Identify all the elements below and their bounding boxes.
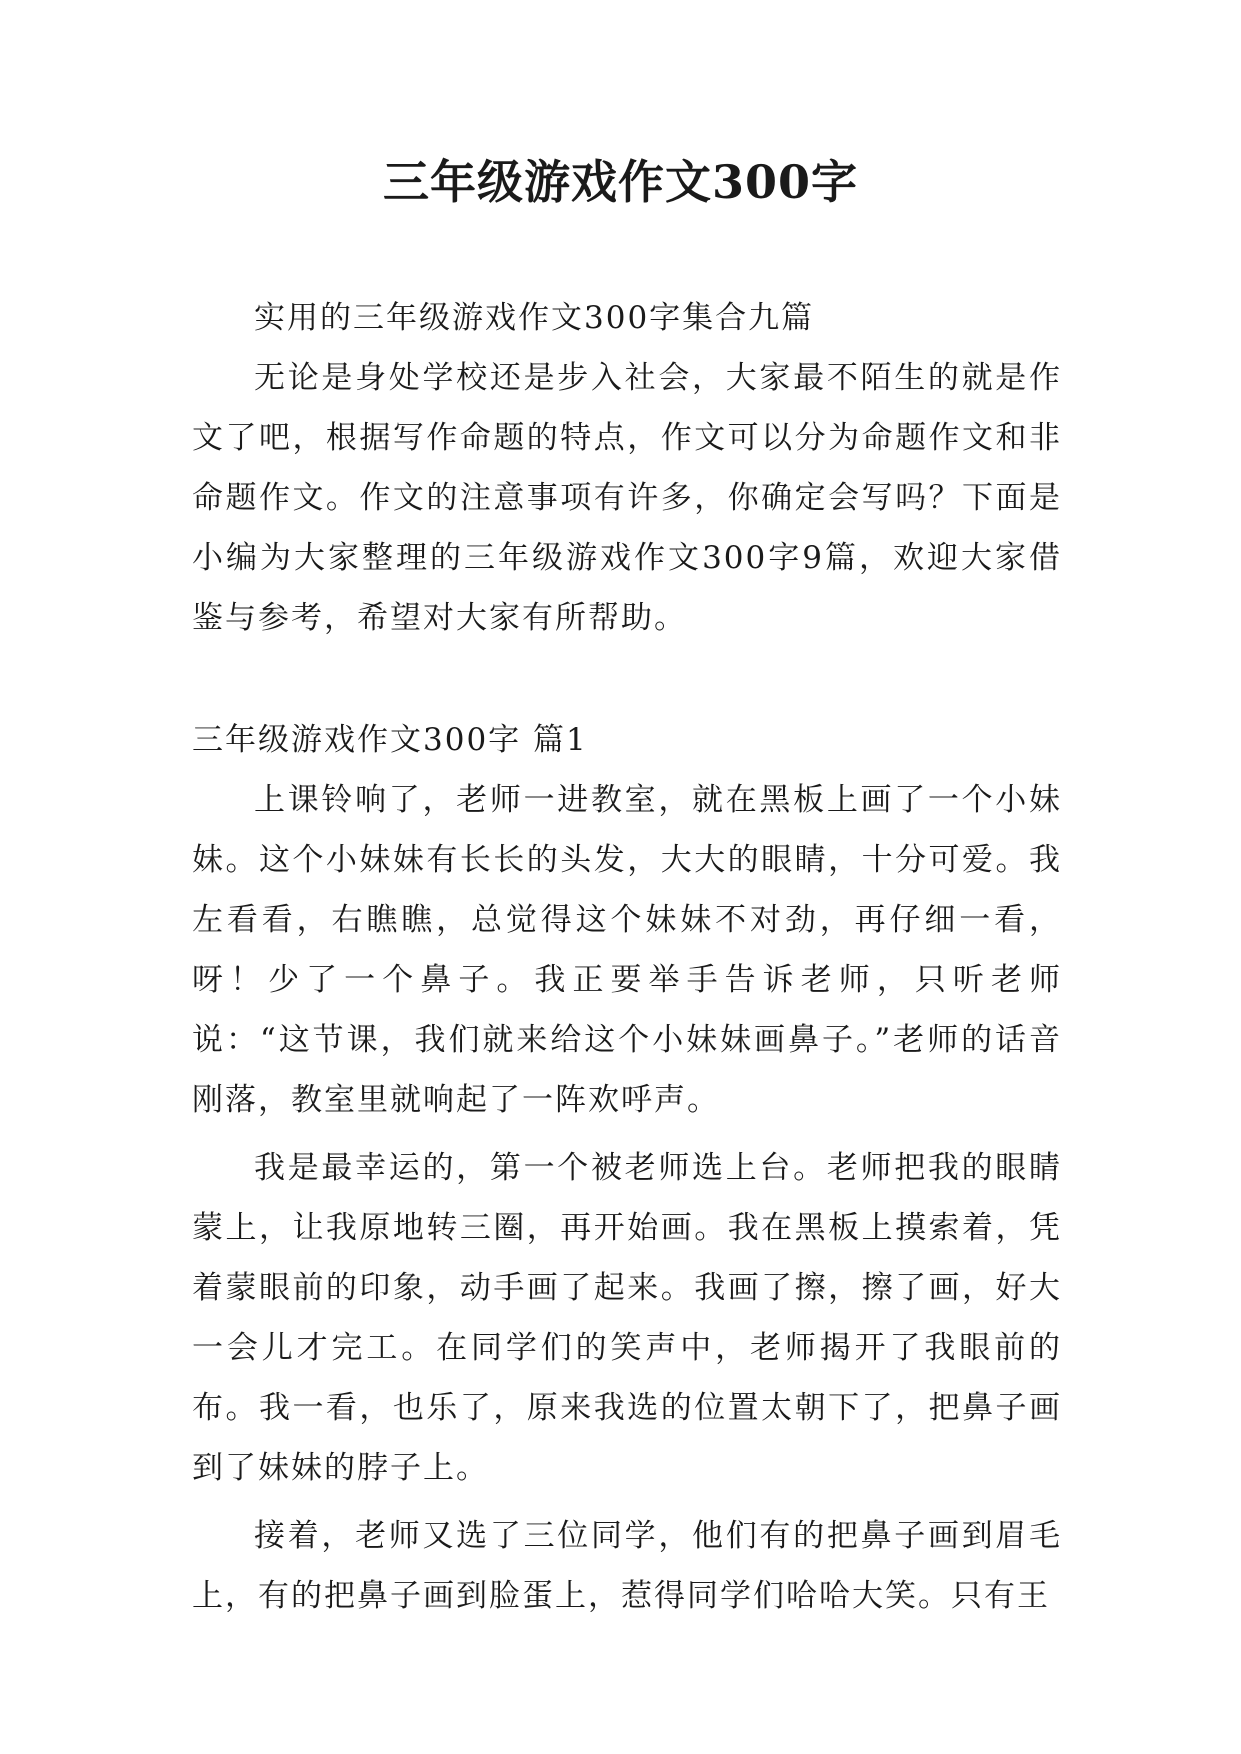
essay-paragraph-3: 接着，老师又选了三位同学，他们有的把鼻子画到眉毛上，有的把鼻子画到脸蛋上，惹得同学们哈哈大笑。只有王 — [192, 1518, 1062, 1614]
document-body — [192, 288, 1062, 1626]
intro-paragraph: 无论是身处学校还是步入社会，大家最不陌生的就是作文了吧，根据写作命题的特点，作文可以分为命题作文和非命题作文。作文的注意事项有许多，你确定会写吗？下面是小编为大家整理的三年级游戏作文300字9篇，欢迎大家借鉴与参考，希望对大家有所帮助。 — [192, 360, 1062, 636]
document-title: 三年级游戏作文300字 — [382, 155, 859, 209]
document-subtitle: 实用的三年级游戏作文300字集合九篇 — [254, 300, 815, 336]
essay-paragraph-2: 我是最幸运的，第一个被老师选上台。老师把我的眼睛蒙上，让我原地转三圈，再开始画。我在黑板上摸索着，凭着蒙眼前的印象，动手画了起来。我画了擦，擦了画，好大一会儿才完工。在同学们的笑声中，老师揭开了我眼前的布。我一看，也乐了，原来我选的位置太朝下了，把鼻子画到了妹妹的脖子上。 — [192, 1150, 1062, 1486]
section-heading: 三年级游戏作文300字 篇1 — [192, 722, 588, 758]
essay-paragraph-1: 上课铃响了，老师一进教室，就在黑板上画了一个小妹妹。这个小妹妹有长长的头发，大大的眼睛，十分可爱。我左看看，右瞧瞧，总觉得这个妹妹不对劲，再仔细一看，呀！少了一个鼻子。我正要举手告诉老师，只听老师说：“这节课，我们就来给这个小妹妹画鼻子。”老师的话音刚落，教室里就响起了一阵欢呼声。 — [192, 782, 1062, 1118]
